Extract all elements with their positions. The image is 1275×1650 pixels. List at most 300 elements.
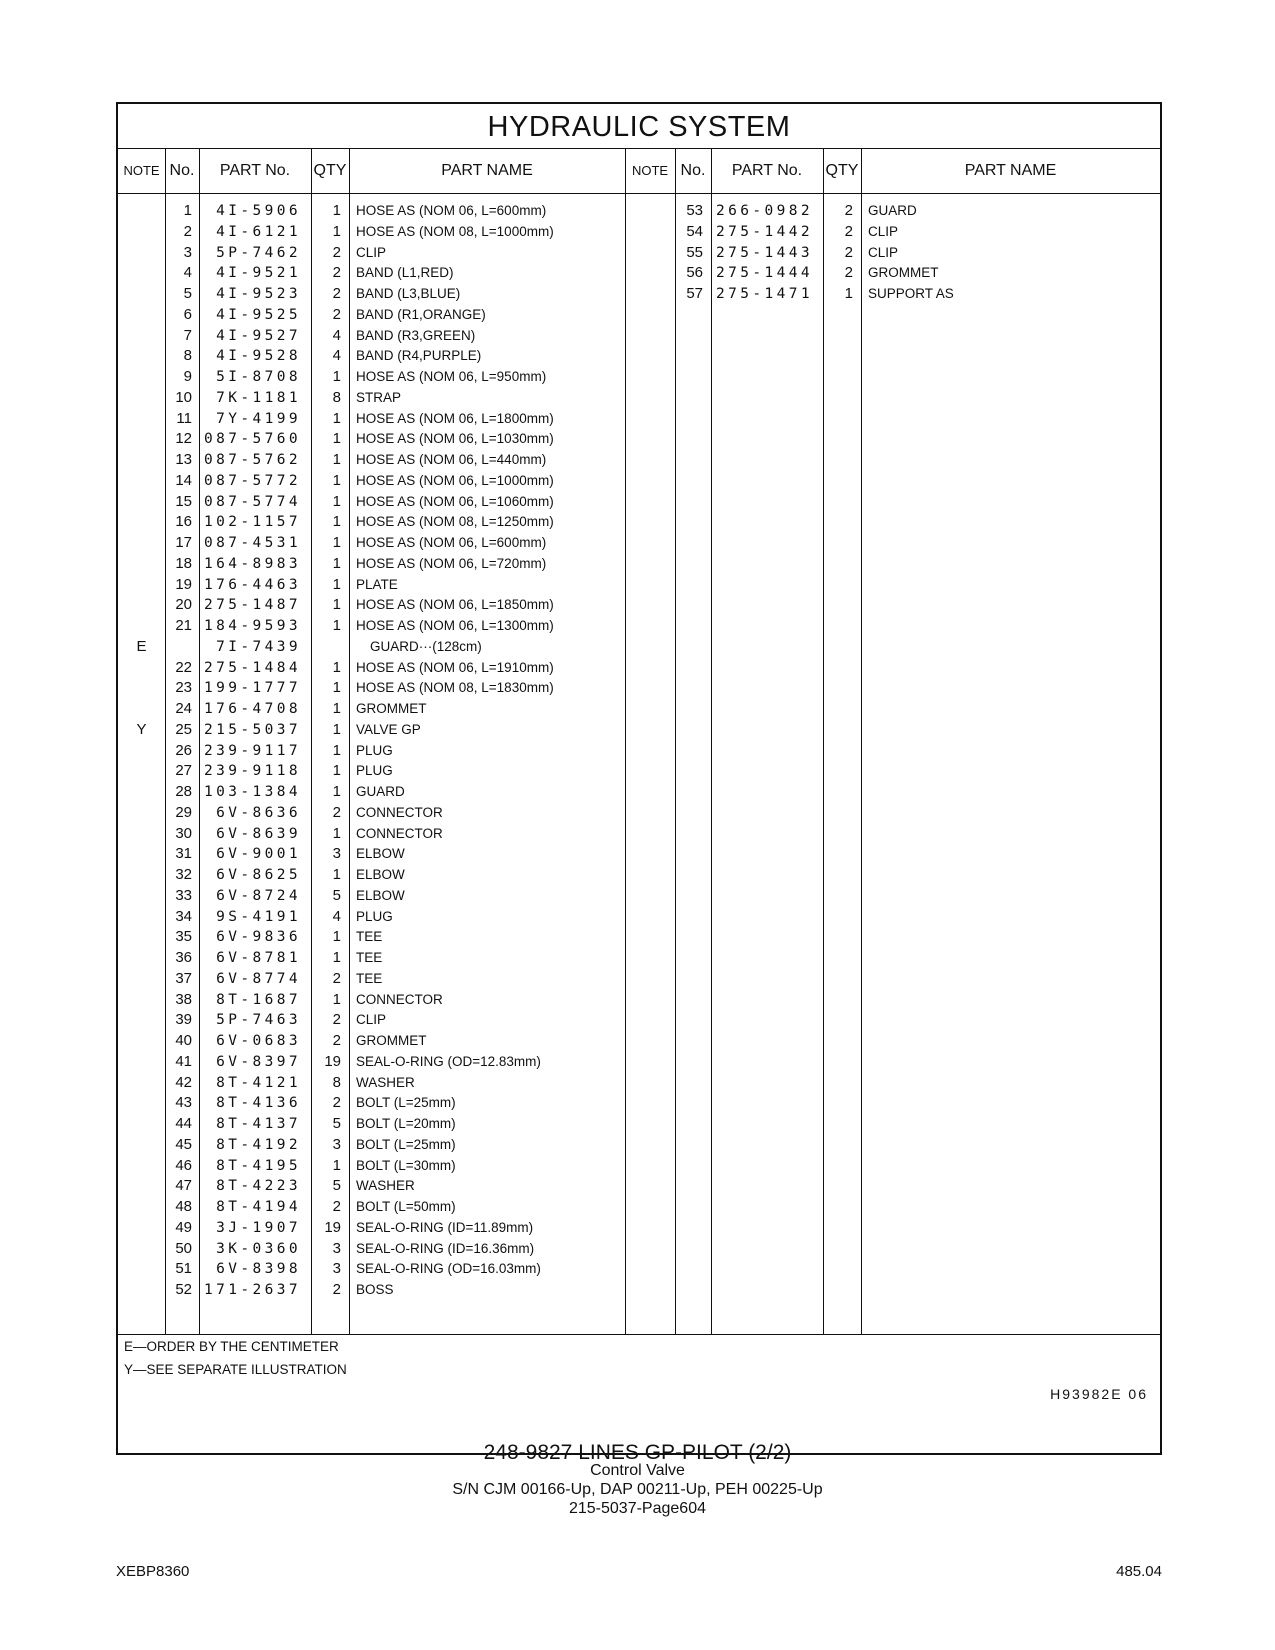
row-item-no: 6 xyxy=(183,305,192,323)
row-item-no: 36 xyxy=(175,949,192,966)
row-part-name: HOSE AS (NOM 06, L=1800mm) xyxy=(356,410,554,426)
row-item-no: 50 xyxy=(175,1239,192,1257)
row-part-no: 275-1484 xyxy=(203,659,301,676)
table-row xyxy=(118,345,1160,367)
row-qty: 5 xyxy=(332,1177,341,1195)
table-row xyxy=(118,574,1160,596)
row-part-no: 9S-4191 xyxy=(216,908,301,925)
row-qty: 8 xyxy=(332,388,341,406)
row-part-no: 6V-8724 xyxy=(216,887,301,904)
row-part-name: SEAL-O-RING (ID=16.36mm) xyxy=(356,1240,535,1256)
table-row xyxy=(118,926,1160,948)
table-row xyxy=(118,200,1160,222)
row-part-name: PLUG xyxy=(356,763,393,779)
table-row xyxy=(118,283,1160,305)
table-row xyxy=(118,553,1160,575)
row-item-no: 34 xyxy=(175,907,192,925)
row-item-no: 26 xyxy=(175,741,192,759)
row-part-no: 087-5760 xyxy=(203,431,301,448)
row-part-name: GROMMET xyxy=(868,265,939,281)
table-row xyxy=(118,470,1160,492)
row-part-no: 171-2637 xyxy=(203,1282,301,1298)
row-part-name: BOLT (L=20mm) xyxy=(356,1116,456,1131)
table-row xyxy=(118,491,1160,513)
header-no-right: No. xyxy=(680,162,706,179)
row-part-no: 4I-6121 xyxy=(216,223,301,240)
table-row xyxy=(118,636,1160,658)
row-qty: 2 xyxy=(844,243,853,261)
row-note: E xyxy=(136,637,147,655)
table-row xyxy=(118,1009,1160,1031)
row-part-no: 275-1443 xyxy=(715,244,813,261)
row-part-name: HOSE AS (NOM 06, L=1060mm) xyxy=(356,493,554,509)
row-part-no: 199-1777 xyxy=(203,680,301,697)
row-part-no: 103-1384 xyxy=(203,784,301,800)
row-part-name: BOLT (L=25mm) xyxy=(356,1095,456,1111)
row-qty: 1 xyxy=(332,451,341,468)
row-part-name: GROMMET xyxy=(356,1033,427,1048)
row-qty: 2 xyxy=(332,969,341,987)
row-qty: 1 xyxy=(332,554,341,572)
row-part-no: 4I-5906 xyxy=(216,203,301,219)
row-qty: 2 xyxy=(332,1198,341,1215)
row-qty: 1 xyxy=(332,783,341,800)
row-part-name: GUARD···(128cm) xyxy=(370,638,482,654)
row-part-no: 4I-9523 xyxy=(216,286,301,302)
row-item-no: 38 xyxy=(175,990,192,1008)
row-part-name: CLIP xyxy=(356,1012,387,1028)
row-qty: 4 xyxy=(332,326,341,344)
row-part-name: TEE xyxy=(356,950,383,965)
row-part-name: BOSS xyxy=(356,1282,394,1297)
header-part-name: PART NAME xyxy=(441,162,533,179)
table-row xyxy=(118,906,1160,928)
row-part-name: HOSE AS (NOM 06, L=600mm) xyxy=(356,535,547,550)
row-item-no: 3 xyxy=(183,243,192,261)
header-qty: QTY xyxy=(313,162,347,179)
row-part-name: HOSE AS (NOM 08, L=1830mm) xyxy=(356,680,554,696)
row-part-no: 164-8983 xyxy=(203,555,301,572)
row-part-no: 8T-4223 xyxy=(216,1178,301,1195)
header-note-right: NOTE xyxy=(631,163,669,178)
row-part-name: VALVE GP xyxy=(356,721,421,737)
row-item-no: 57 xyxy=(686,285,703,302)
header-part-no: PART No. xyxy=(219,162,291,179)
row-part-no: 087-5772 xyxy=(203,472,301,489)
row-part-name: CONNECTOR xyxy=(356,804,443,820)
table-row xyxy=(118,532,1160,554)
row-part-name: PLUG xyxy=(356,908,393,924)
row-item-no: 29 xyxy=(175,803,192,821)
row-part-name: ELBOW xyxy=(356,846,405,862)
row-item-no: 49 xyxy=(175,1218,192,1236)
row-item-no: 18 xyxy=(175,554,192,572)
section-title: HYDRAULIC SYSTEM xyxy=(118,104,1160,149)
row-qty: 2 xyxy=(332,803,341,821)
row-part-no: 5P-7463 xyxy=(216,1012,301,1029)
row-qty: 1 xyxy=(332,202,341,219)
row-item-no: 4 xyxy=(183,264,192,282)
row-part-name: CLIP xyxy=(356,244,387,260)
row-qty: 2 xyxy=(332,285,341,302)
table-row xyxy=(118,802,1160,824)
row-qty: 2 xyxy=(844,222,853,240)
row-qty: 1 xyxy=(332,741,341,759)
row-item-no: 48 xyxy=(175,1198,192,1215)
row-item-no: 22 xyxy=(175,658,192,676)
row-part-no: 8T-1687 xyxy=(216,991,301,1008)
table-row xyxy=(118,968,1160,990)
row-item-no: 8 xyxy=(183,347,192,365)
row-part-name: HOSE AS (NOM 06, L=600mm) xyxy=(356,203,547,218)
table-row xyxy=(118,864,1160,886)
row-qty: 5 xyxy=(332,886,341,904)
row-part-no: 6V-9836 xyxy=(216,929,301,946)
row-part-name: GROMMET xyxy=(356,701,427,716)
row-qty: 1 xyxy=(332,762,341,780)
table-row xyxy=(118,304,1160,326)
row-item-no: 14 xyxy=(175,471,192,489)
row-part-name: HOSE AS (NOM 06, L=950mm) xyxy=(356,369,547,384)
document-id: XEBP8360 xyxy=(116,1563,190,1580)
table-row xyxy=(118,719,1160,741)
row-part-no: 6V-9001 xyxy=(216,846,301,863)
row-qty: 1 xyxy=(332,866,341,883)
table-row xyxy=(118,947,1160,969)
row-qty: 3 xyxy=(332,845,341,863)
row-item-no: 9 xyxy=(183,368,192,385)
row-part-no: 6V-0683 xyxy=(216,1033,301,1049)
row-part-name: GUARD xyxy=(868,203,917,218)
table-row xyxy=(118,1051,1160,1073)
footnote-y: Y—SEE SEPARATE ILLUSTRATION xyxy=(124,1362,347,1377)
table-row xyxy=(118,843,1160,865)
row-item-no: 24 xyxy=(175,700,192,717)
row-item-no: 56 xyxy=(686,264,703,282)
row-item-no: 35 xyxy=(175,928,192,946)
row-qty: 1 xyxy=(332,513,341,531)
row-qty: 4 xyxy=(332,347,341,365)
row-part-name: HOSE AS (NOM 06, L=1300mm) xyxy=(356,618,554,633)
row-item-no: 52 xyxy=(175,1281,192,1298)
header-part-name-right: PART NAME xyxy=(964,162,1057,179)
row-part-name: WASHER xyxy=(356,1074,415,1090)
row-qty: 1 xyxy=(332,617,341,634)
row-item-no: 46 xyxy=(175,1156,192,1174)
page-number: 485.04 xyxy=(1116,1563,1162,1580)
row-part-no: 6V-8636 xyxy=(216,804,301,821)
row-item-no: 44 xyxy=(175,1115,192,1132)
row-part-name: BAND (L1,RED) xyxy=(356,265,454,281)
table-row xyxy=(118,428,1160,450)
row-item-no: 47 xyxy=(175,1177,192,1195)
row-item-no: 5 xyxy=(183,285,192,302)
row-part-no: 4I-9528 xyxy=(216,348,301,365)
row-item-no: 17 xyxy=(175,534,192,551)
row-qty: 1 xyxy=(332,679,341,697)
row-part-no: 6V-8625 xyxy=(216,867,301,883)
parts-table xyxy=(116,102,1162,1455)
row-part-name: TEE xyxy=(356,929,383,945)
row-item-no: 15 xyxy=(175,492,192,510)
table-row xyxy=(118,262,1160,284)
table-row xyxy=(118,1279,1160,1301)
row-part-no: 087-5762 xyxy=(203,452,301,468)
row-part-no: 8T-4194 xyxy=(216,1199,301,1215)
header-part-no-right: PART No. xyxy=(731,162,803,179)
table-row xyxy=(118,698,1160,720)
row-part-no: 8T-4121 xyxy=(216,1074,301,1091)
table-row xyxy=(118,242,1160,264)
table-row xyxy=(118,594,1160,616)
row-part-name: TEE xyxy=(356,970,383,986)
row-part-no: 275-1444 xyxy=(715,265,813,282)
illustration-id: H93982E 06 xyxy=(1050,1386,1148,1402)
row-item-no: 41 xyxy=(175,1052,192,1070)
table-row xyxy=(118,366,1160,388)
table-header xyxy=(118,148,1160,194)
row-part-name: HOSE AS (NOM 06, L=440mm) xyxy=(356,452,547,467)
page-reference: 215-5037-Page604 xyxy=(568,1500,706,1517)
row-part-no: 176-4463 xyxy=(203,576,301,593)
table-footer xyxy=(118,1334,1160,1454)
row-qty: 1 xyxy=(332,222,341,240)
table-row xyxy=(118,740,1160,762)
row-part-no: 215-5037 xyxy=(203,721,301,738)
row-qty: 2 xyxy=(332,1011,341,1029)
row-part-name: PLUG xyxy=(356,742,393,758)
row-part-name: HOSE AS (NOM 06, L=1030mm) xyxy=(356,431,554,447)
table-row xyxy=(118,1238,1160,1260)
row-part-no: 5I-8708 xyxy=(216,369,301,385)
row-part-no: 102-1157 xyxy=(203,514,301,531)
row-qty: 1 xyxy=(844,285,853,302)
table-row xyxy=(118,657,1160,679)
row-item-no: 16 xyxy=(175,513,192,531)
row-part-name: WASHER xyxy=(356,1178,415,1194)
row-qty: 2 xyxy=(332,1032,341,1049)
row-item-no: 53 xyxy=(686,202,703,219)
row-item-no: 45 xyxy=(175,1135,192,1153)
row-part-no: 8T-4192 xyxy=(216,1136,301,1153)
row-part-no: 239-9117 xyxy=(203,742,301,759)
row-part-name: GUARD xyxy=(356,784,405,799)
row-qty: 1 xyxy=(332,575,341,593)
row-qty: 2 xyxy=(332,1281,341,1298)
row-part-name: BAND (R4,PURPLE) xyxy=(356,348,482,364)
table-row xyxy=(118,511,1160,533)
row-qty: 19 xyxy=(324,1052,341,1070)
row-part-name: BOLT (L=50mm) xyxy=(356,1199,456,1214)
row-qty: 2 xyxy=(332,305,341,323)
row-part-no: 176-4708 xyxy=(203,701,301,717)
row-qty: 2 xyxy=(844,264,853,282)
table-row xyxy=(118,221,1160,243)
group-subtitle: Control Valve xyxy=(590,1462,685,1479)
row-item-no: 31 xyxy=(175,845,192,863)
row-part-name: CONNECTOR xyxy=(356,991,443,1007)
row-item-no: 51 xyxy=(175,1260,192,1278)
row-part-no: 8T-4136 xyxy=(216,1095,301,1112)
row-item-no: 37 xyxy=(175,969,192,987)
row-part-no: 4I-9525 xyxy=(216,306,301,323)
table-row xyxy=(118,449,1160,471)
table-row xyxy=(118,387,1160,409)
table-row xyxy=(118,1196,1160,1218)
row-item-no: 43 xyxy=(175,1094,192,1112)
table-row xyxy=(118,677,1160,699)
row-part-no: 8T-4137 xyxy=(216,1116,301,1132)
row-part-name: PLATE xyxy=(356,576,398,592)
row-qty: 1 xyxy=(332,1156,341,1174)
row-item-no: 12 xyxy=(175,430,192,448)
serial-range: S/N CJM 00166-Up, DAP 00211-Up, PEH 00225-Up xyxy=(452,1481,823,1498)
row-item-no: 28 xyxy=(175,783,192,800)
table-row xyxy=(118,408,1160,430)
row-part-name: BAND (L3,BLUE) xyxy=(356,286,461,301)
row-qty: 19 xyxy=(324,1218,341,1236)
row-qty: 3 xyxy=(332,1239,341,1257)
row-qty: 2 xyxy=(332,1094,341,1112)
row-part-no: 4I-9521 xyxy=(216,265,301,282)
row-qty: 1 xyxy=(332,990,341,1008)
row-part-name: ELBOW xyxy=(356,887,405,903)
row-part-name: HOSE AS (NOM 08, L=1000mm) xyxy=(356,223,554,239)
table-row xyxy=(118,1113,1160,1135)
row-qty: 8 xyxy=(332,1073,341,1091)
row-item-no: 33 xyxy=(175,886,192,904)
table-row xyxy=(118,1072,1160,1094)
row-part-name: BOLT (L=25mm) xyxy=(356,1136,456,1152)
row-part-name: BOLT (L=30mm) xyxy=(356,1157,456,1173)
row-item-no: 23 xyxy=(175,679,192,697)
table-row xyxy=(118,1175,1160,1197)
row-qty: 1 xyxy=(332,824,341,842)
row-part-no: 275-1487 xyxy=(203,597,301,614)
row-item-no: 11 xyxy=(176,409,192,427)
table-row xyxy=(118,885,1160,907)
row-part-no: 275-1471 xyxy=(715,286,813,302)
table-row xyxy=(118,325,1160,347)
row-part-name: SEAL-O-RING (ID=11.89mm) xyxy=(356,1219,534,1235)
row-item-no: 13 xyxy=(175,451,192,468)
row-part-no: 4I-9527 xyxy=(216,327,301,344)
row-qty: 1 xyxy=(332,658,341,676)
row-item-no: 21 xyxy=(175,617,192,634)
table-row xyxy=(118,1134,1160,1156)
row-item-no: 25 xyxy=(175,720,192,738)
row-qty: 1 xyxy=(332,928,341,946)
row-qty: 2 xyxy=(844,202,853,219)
row-qty: 5 xyxy=(332,1115,341,1132)
row-item-no: 30 xyxy=(175,824,192,842)
row-part-no: 3J-1907 xyxy=(216,1219,301,1236)
row-note: Y xyxy=(136,720,147,738)
row-item-no: 2 xyxy=(183,222,192,240)
header-qty-right: QTY xyxy=(825,162,859,179)
row-qty: 4 xyxy=(332,907,341,925)
row-qty: 1 xyxy=(332,492,341,510)
group-title: 248-9827 LINES GP-PILOT (2/2) xyxy=(483,1441,792,1464)
row-item-no: 19 xyxy=(175,575,192,593)
row-qty: 1 xyxy=(332,534,341,551)
row-part-name: SEAL-O-RING (OD=16.03mm) xyxy=(356,1261,541,1277)
row-part-name: CLIP xyxy=(868,223,899,239)
table-row xyxy=(118,760,1160,782)
row-part-name: HOSE AS (NOM 06, L=1000mm) xyxy=(356,472,554,488)
row-item-no: 20 xyxy=(175,596,192,614)
row-part-name: SUPPORT AS xyxy=(868,286,954,301)
row-part-no: 275-1442 xyxy=(715,223,813,240)
row-part-name: HOSE AS (NOM 06, L=1850mm) xyxy=(356,597,554,613)
row-qty: 2 xyxy=(332,264,341,282)
header-note: NOTE xyxy=(123,163,160,178)
row-part-name: HOSE AS (NOM 06, L=1910mm) xyxy=(356,659,554,675)
row-part-no: 266-0982 xyxy=(715,203,813,219)
table-row xyxy=(118,615,1160,637)
row-part-name: CONNECTOR xyxy=(356,825,443,841)
row-part-name: BAND (R1,ORANGE) xyxy=(356,306,486,322)
row-part-no: 7K-1181 xyxy=(216,389,301,406)
row-item-no: 32 xyxy=(175,866,192,883)
row-item-no: 27 xyxy=(175,762,192,780)
row-item-no: 55 xyxy=(686,243,703,261)
table-row xyxy=(118,823,1160,845)
table-row xyxy=(118,989,1160,1011)
row-qty: 3 xyxy=(332,1260,341,1278)
row-qty: 1 xyxy=(332,720,341,738)
header-no: No. xyxy=(169,162,195,179)
row-qty: 1 xyxy=(332,368,341,385)
row-qty: 1 xyxy=(332,596,341,614)
row-part-no: 6V-8398 xyxy=(216,1261,301,1278)
row-part-no: 6V-8639 xyxy=(216,825,301,842)
row-part-no: 8T-4195 xyxy=(216,1157,301,1174)
row-qty: 2 xyxy=(332,243,341,261)
row-qty: 1 xyxy=(332,430,341,448)
row-item-no: 7 xyxy=(183,326,192,344)
row-qty: 1 xyxy=(332,700,341,717)
row-qty: 1 xyxy=(332,471,341,489)
row-part-no: 7I-7439 xyxy=(216,638,301,655)
row-part-name: SEAL-O-RING (OD=12.83mm) xyxy=(356,1053,541,1069)
row-part-name: HOSE AS (NOM 08, L=1250mm) xyxy=(356,514,554,530)
table-row xyxy=(118,1155,1160,1177)
table-row xyxy=(118,1092,1160,1114)
table-row xyxy=(118,781,1160,803)
row-part-no: 6V-8781 xyxy=(216,950,301,966)
row-item-no: 10 xyxy=(175,388,192,406)
row-part-no: 184-9593 xyxy=(203,618,301,634)
row-part-name: CLIP xyxy=(868,244,899,260)
row-part-name: ELBOW xyxy=(356,867,405,882)
row-qty: 1 xyxy=(332,409,341,427)
row-item-no: 40 xyxy=(175,1032,192,1049)
row-part-no: 087-5774 xyxy=(203,493,301,510)
row-part-no: 3K-0360 xyxy=(216,1240,301,1257)
row-part-no: 087-4531 xyxy=(203,535,301,551)
row-item-no: 54 xyxy=(686,222,703,240)
row-item-no: 1 xyxy=(183,202,192,219)
row-part-no: 7Y-4199 xyxy=(216,410,301,427)
row-qty: 3 xyxy=(332,1135,341,1153)
row-qty: 1 xyxy=(332,949,341,966)
row-item-no: 39 xyxy=(175,1011,192,1029)
table-row xyxy=(118,1217,1160,1239)
table-row xyxy=(118,1030,1160,1052)
row-part-no: 6V-8774 xyxy=(216,970,301,987)
row-part-no: 6V-8397 xyxy=(216,1053,301,1070)
